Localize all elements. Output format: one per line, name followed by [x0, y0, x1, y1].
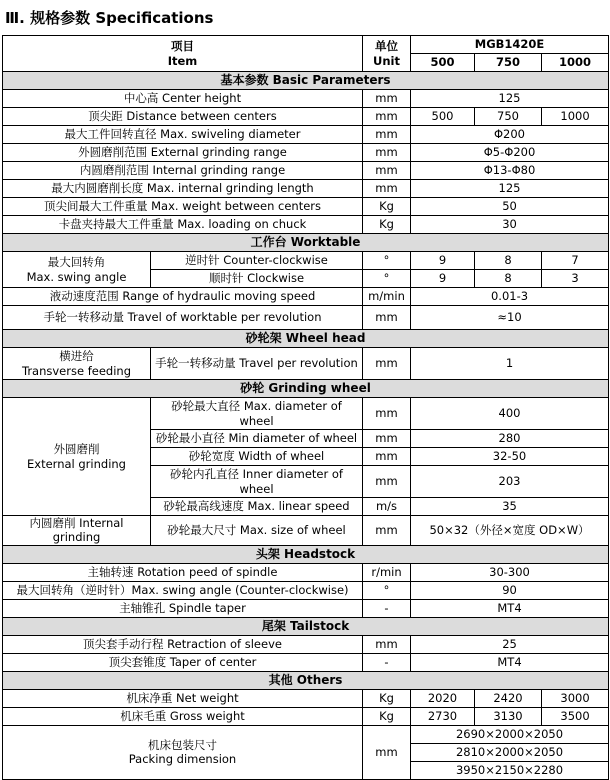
packing-value-750: 2810×2000×2050 [411, 743, 609, 761]
param-unit: mm [363, 725, 411, 779]
param-value: 125 [411, 90, 609, 108]
variant-1000: 1000 [542, 54, 609, 72]
param-value-1000: 3000 [542, 689, 609, 707]
param-unit: mm [363, 466, 411, 498]
param-name: 主轴转速 Rotation peed of spindle [3, 563, 363, 581]
section-grinding-wheel: 砂轮 Grinding wheel [3, 380, 609, 398]
param-unit: mm [363, 108, 411, 126]
param-value-750: 3130 [475, 707, 542, 725]
param-name: 最大回转角（逆时针）Max. swing angle (Counter-clockwise) [3, 581, 363, 599]
param-unit: mm [363, 90, 411, 108]
param-name: 机床毛重 Gross weight [3, 707, 363, 725]
param-unit: - [363, 653, 411, 671]
packing-value-500: 2690×2000×2050 [411, 725, 609, 743]
param-value-1000: 3500 [542, 707, 609, 725]
param-value: Φ200 [411, 126, 609, 144]
param-name: 主轴锥孔 Spindle taper [3, 599, 363, 617]
section-others: 其他 Others [3, 671, 609, 689]
param-value-500: 500 [411, 108, 475, 126]
transverse-feeding-group-en: Transverse feeding [21, 363, 131, 378]
param-value: 0.01-3 [411, 288, 609, 306]
param-value-1000: 3 [542, 270, 609, 288]
param-unit: mm [363, 516, 411, 546]
param-value: 203 [411, 466, 609, 498]
table-row [3, 144, 609, 162]
page-heading: Ⅲ. 规格参数 Specifications [5, 9, 214, 27]
param-name: 手轮一转移动量 Travel per revolution [151, 348, 363, 380]
param-unit: mm [363, 306, 411, 330]
item-header-zh: 项目 [171, 39, 194, 54]
section-headstock: 头架 Headstock [3, 545, 609, 563]
param-unit: m/s [363, 498, 411, 516]
param-name: 顶尖套锥度 Taper of center [3, 653, 363, 671]
section-tailstock: 尾架 Tailstock [3, 617, 609, 635]
param-name: 砂轮最大直径 Max. diameter of wheel [151, 398, 363, 430]
table-row [3, 348, 609, 380]
param-unit: mm [363, 398, 411, 430]
param-name: 机床净重 Net weight [3, 689, 363, 707]
transverse-feeding-group [3, 348, 151, 380]
table-row [3, 581, 609, 599]
param-value: 125 [411, 180, 609, 198]
param-value: MT4 [411, 599, 609, 617]
unit-header-zh: 单位 [375, 39, 398, 54]
section-worktable: 工作台 Worktable [3, 234, 609, 252]
unit-header [363, 36, 411, 72]
param-value: Φ13-Φ80 [411, 162, 609, 180]
param-unit: m/min [363, 288, 411, 306]
param-unit: ° [363, 252, 411, 270]
param-value: 25 [411, 635, 609, 653]
param-unit: mm [363, 162, 411, 180]
packing-dimension-en: Packing dimension [128, 752, 237, 767]
table-row [3, 398, 609, 430]
param-name: 液动速度范围 Range of hydraulic moving speed [3, 288, 363, 306]
param-value-750: 8 [475, 270, 542, 288]
param-name: 砂轮内孔直径 Inner diameter of wheel [151, 466, 363, 498]
table-row [3, 563, 609, 581]
param-value-500: 9 [411, 270, 475, 288]
param-unit: r/min [363, 563, 411, 581]
packing-dimension-zh: 机床包装尺寸 [148, 737, 217, 752]
param-value: 35 [411, 498, 609, 516]
swing-angle-group [3, 252, 151, 288]
param-value: ≈10 [411, 306, 609, 330]
table-row [3, 180, 609, 198]
param-value: MT4 [411, 653, 609, 671]
param-value: 30 [411, 216, 609, 234]
param-value-1000: 7 [542, 252, 609, 270]
table-row [3, 90, 609, 108]
table-row [3, 288, 609, 306]
table-row [3, 126, 609, 144]
param-unit: - [363, 599, 411, 617]
param-name: 顶尖套手动行程 Retraction of sleeve [3, 635, 363, 653]
param-name: 顶尖间最大工件重量 Max. weight between centers [3, 198, 363, 216]
table-row [3, 198, 609, 216]
param-name: 内圆磨削范围 Internal grinding range [3, 162, 363, 180]
param-value: 1 [411, 348, 609, 380]
item-header-en: Item [167, 53, 198, 68]
param-value-500: 2020 [411, 689, 475, 707]
param-unit: mm [363, 430, 411, 448]
param-unit: Kg [363, 707, 411, 725]
param-name: 最大工件回转直径 Max. swiveling diameter [3, 126, 363, 144]
param-name: 卡盘夹持最大工件重量 Max. loading on chuck [3, 216, 363, 234]
param-name: 中心高 Center height [3, 90, 363, 108]
param-name: 顶尖距 Distance between centers [3, 108, 363, 126]
table-row [3, 599, 609, 617]
param-name: 手轮一转移动量 Travel of worktable per revolution [3, 306, 363, 330]
param-value: 32-50 [411, 448, 609, 466]
variant-750: 750 [475, 54, 542, 72]
table-row [3, 252, 609, 270]
param-name: 砂轮最大尺寸 Max. size of wheel [151, 516, 363, 546]
param-value-1000: 1000 [542, 108, 609, 126]
param-name: 砂轮最小直径 Min diameter of wheel [151, 430, 363, 448]
specifications-table [2, 35, 609, 780]
param-name: 砂轮最高线速度 Max. linear speed [151, 498, 363, 516]
param-name: 砂轮宽度 Width of wheel [151, 448, 363, 466]
table-row [3, 162, 609, 180]
param-value-500: 2730 [411, 707, 475, 725]
param-value-750: 2420 [475, 689, 542, 707]
param-value: 30-300 [411, 563, 609, 581]
table-row [3, 306, 609, 330]
swing-angle-group-en: Max. swing angle [26, 269, 127, 284]
swing-angle-group-zh: 最大回转角 [47, 255, 106, 270]
param-value: 90 [411, 581, 609, 599]
internal-grinding-group: 内圆磨削 Internal grinding [3, 516, 151, 546]
variant-500: 500 [411, 54, 475, 72]
external-grinding-group-zh: 外圆磨削 [53, 442, 100, 457]
param-unit: mm [363, 348, 411, 380]
table-row [3, 108, 609, 126]
param-unit: Kg [363, 216, 411, 234]
table-row [3, 516, 609, 546]
param-unit: Kg [363, 689, 411, 707]
param-unit: ° [363, 270, 411, 288]
section-wheel-head: 砂轮架 Wheel head [3, 330, 609, 348]
param-unit: mm [363, 144, 411, 162]
transverse-feeding-group-zh: 横进给 [59, 349, 94, 364]
param-unit: mm [363, 635, 411, 653]
table-row [3, 689, 609, 707]
param-unit: mm [363, 180, 411, 198]
param-name: 顺时针 Clockwise [151, 270, 363, 288]
param-value: 50 [411, 198, 609, 216]
param-value-750: 8 [475, 252, 542, 270]
external-grinding-group [3, 398, 151, 516]
param-unit: ° [363, 581, 411, 599]
param-value: Φ5-Φ200 [411, 144, 609, 162]
param-name: 逆时针 Counter-clockwise [151, 252, 363, 270]
table-row [3, 635, 609, 653]
table-row [3, 707, 609, 725]
param-value-500: 9 [411, 252, 475, 270]
param-name: 最大内圆磨削长度 Max. internal grinding length [3, 180, 363, 198]
param-unit: mm [363, 448, 411, 466]
header-row [3, 36, 609, 54]
external-grinding-group-en: External grinding [27, 456, 126, 471]
param-value: 280 [411, 430, 609, 448]
param-value-750: 750 [475, 108, 542, 126]
param-value: 50×32（外径×宽度 OD×W） [411, 516, 609, 546]
param-name: 外圆磨削范围 External grinding range [3, 144, 363, 162]
param-value: 400 [411, 398, 609, 430]
param-unit: mm [363, 126, 411, 144]
table-row [3, 725, 609, 743]
unit-header-en: Unit [373, 53, 400, 68]
model-header: MGB1420E [411, 36, 609, 54]
packing-value-1000: 3950×2150×2280 [411, 761, 609, 779]
table-row [3, 216, 609, 234]
item-header [3, 36, 363, 72]
param-unit: Kg [363, 198, 411, 216]
table-row [3, 653, 609, 671]
packing-dimension-label [3, 725, 363, 779]
section-basic-parameters: 基本参数 Basic Parameters [3, 72, 609, 90]
